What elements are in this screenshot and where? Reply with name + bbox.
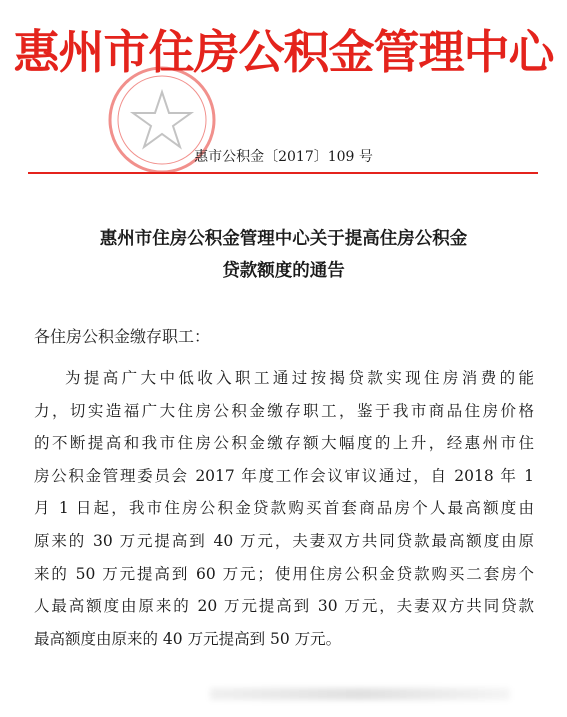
header-red-divider — [28, 172, 538, 174]
body-line-7: 来的 50 万元提高到 60 万元；使用住房公积金贷款购买二套房个 — [34, 564, 534, 583]
notice-title-line-1: 惠州市住房公积金管理中心关于提高住房公积金 — [99, 229, 468, 249]
body-line-1: 为提高广大中低收入职工通过按揭贷款实现住房消费的能 — [65, 369, 534, 387]
bleed-through-shadow — [210, 688, 510, 700]
notice-title-line-2: 贷款额度的通告 — [222, 261, 345, 281]
body-line-6: 原来的 30 万元提高到 40 万元，夫妻双方共同贷款最高额度由原 — [34, 531, 534, 550]
body-line-4: 房公积金管理委员会 2017 年度工作会议审议通过，自 2018 年 1 — [34, 466, 534, 485]
salutation: 各住房公积金缴存职工： — [34, 327, 211, 346]
body-line-8: 人最高额度由原来的 20 万元提高到 30 万元，夫妻双方共同贷款 — [34, 597, 534, 616]
body-line-2: 力，切实造福广大住房公积金缴存职工，鉴于我市商品住房价格 — [34, 401, 534, 420]
notice-title — [20, 223, 547, 287]
masthead-agency-name: 惠州市住房公积金管理中心 — [13, 25, 554, 79]
body-line-9: 最高额度由原来的 40 万元提高到 50 万元。 — [34, 629, 342, 648]
notice-body-paragraph — [34, 362, 534, 655]
body-line-3: 的不断提高和我市住房公积金缴存额大幅度的上升，经惠州市住 — [34, 434, 534, 453]
body-line-5: 月 1 日起，我市住房公积金贷款购买首套商品房个人最高额度由 — [34, 499, 534, 518]
document-number: 惠市公积金〔2017〕109 号 — [194, 149, 373, 165]
